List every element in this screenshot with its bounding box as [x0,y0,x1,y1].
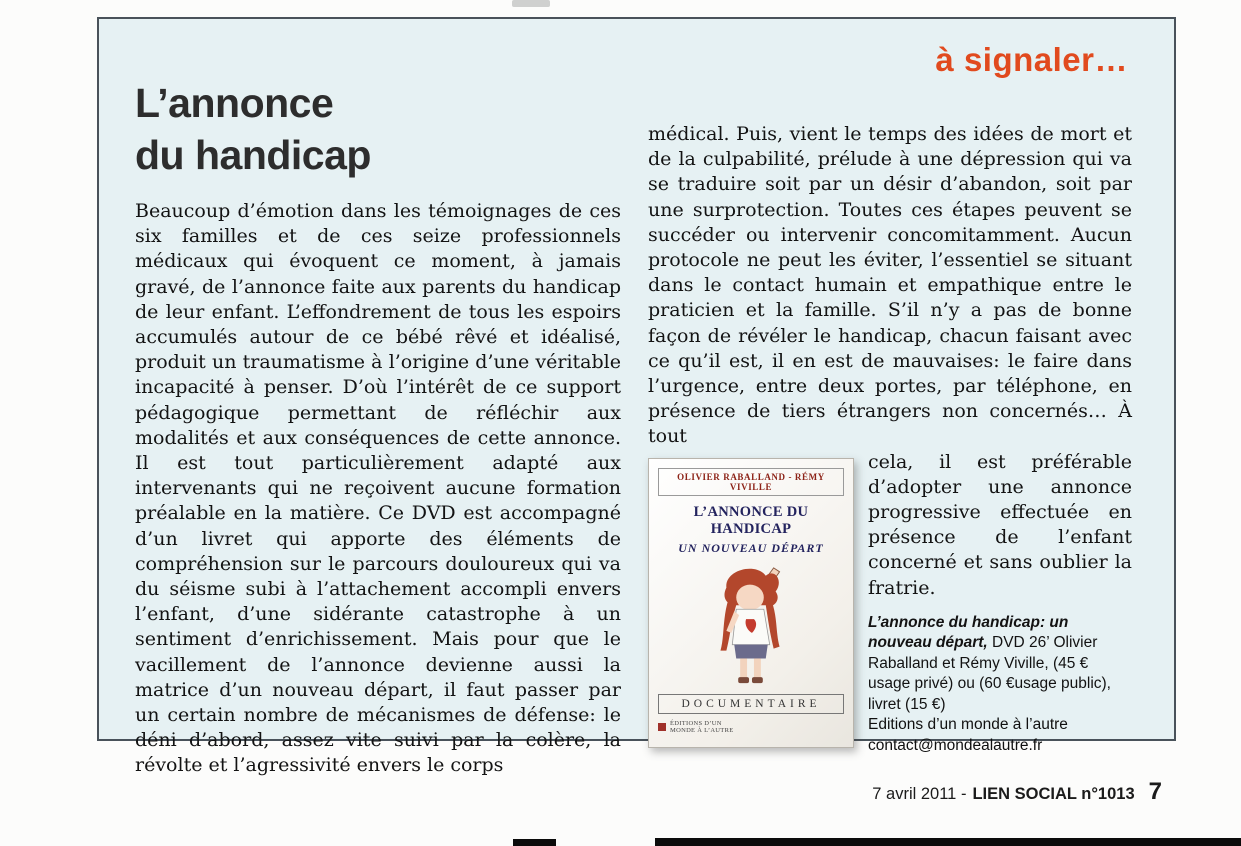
caption-title: L’annonce du handicap: un nouveau départ, [868,613,1069,652]
scan-artifact-bar-right [655,838,1241,846]
dvd-cover-subtitle: UN NOUVEAU DÉPART [678,540,824,555]
scan-artifact-top [512,0,550,7]
body-paragraph-right-top: médical. Puis, vient le temps des idées de mort et de la culpabilité, prélude à une dépression qui va se traduire soit par un désir d’abandon, soit par une surprotection. Toutes ces étapes peuvent se succéder ou intervenir concomitamment. Aucun protocole ne peut les éviter, l’essentiel se situant dans le contact humain et empathique entre le praticien et la famille. S’il n’y a pas de bonne façon de révéler le handicap, chacun faisant avec ce qu’il est, il en est de mauvaises: le faire dans l’urgence, entre deux portes, par téléphone, en présence de tiers étrangers non concernés… À tout [648,123,1132,448]
footer-page-number: 7 [1148,778,1162,805]
dvd-cover [648,458,854,748]
page-footer [872,778,1162,806]
body-paragraph-left: Beaucoup d’émotion dans les témoignages de ces six familles et de ces seize professionnels médicaux qui évoquent ce moment, à jamais gravé, de l’annonce faite aux parents du handicap de leur enfant. L’effondrement de tous les espoirs accumulés autour de ce bébé rêvé et idéalisé, produit un traumatisme à l’origine d’une véritable incapacité à penser. D’où l’intérêt de ce support pédagogique permettant de réfléchir aux modalités et aux conséquences de cette annonce. Il est tout particulièrement adapté aux intervenants qui ne reçoivent aucune formation préalable en la matière. Ce DVD est accompagné d’un livret qui apporte des éléments de compréhension sur le parcours douloureux qui va du séisme subi à l’attachement accompli envers l’enfant, d’une sidérante catastrophe à un sentiment d’enrichissement. Mais pour que le vacillement de l’annonce devienne aussi la matrice d’un nouveau départ, il faut passer par un certain nombre de mécanismes de défense: le déni d’abord, assez vite suivi par la colère, la révolte et l’agressivité envers le corps [135,200,621,777]
dvd-cover-publisher [658,720,748,735]
article-frame [97,17,1176,777]
left-column [135,199,621,779]
section-label: à signaler… [935,41,1128,78]
article-title [135,77,371,181]
footer-date: 7 avril 2011 - [872,785,967,803]
caption-contact-email: contact@mondealautre.fr [868,736,1043,754]
dvd-cover-genre: DOCUMENTAIRE [658,694,844,714]
caption-publisher: Editions d’un monde à l’autre [868,716,1068,734]
dvd-cover-illustration [658,560,844,692]
scan-artifact-bar-left [513,839,556,846]
article-title-line2: du handicap [135,132,371,178]
dvd-cover-authors: OLIVIER RABALLAND - RÉMY VIVILLE [658,468,844,496]
caption-details: DVD 26’ Olivier Raballand et Rémy Viville, (45 € usage privé) ou (60 €usage public), livret (15 €) [868,634,1111,713]
publisher-name: ÉDITIONS D’UN MONDE À L’AUTRE [670,719,734,735]
publisher-logo-icon [658,723,666,731]
right-column [648,122,1132,756]
article-title-line1: L’annonce [135,80,334,126]
footer-journal-name: LIEN SOCIAL n°1013 [972,785,1135,803]
body-paragraph-right-wrap: cela, il est préférable d’adopter une annonce progressive effectuée en présence de l’enfant concerné et sans oublier la fratrie. [868,450,1132,599]
dvd-cover-title: L’ANNONCE DU HANDICAP [693,503,809,537]
